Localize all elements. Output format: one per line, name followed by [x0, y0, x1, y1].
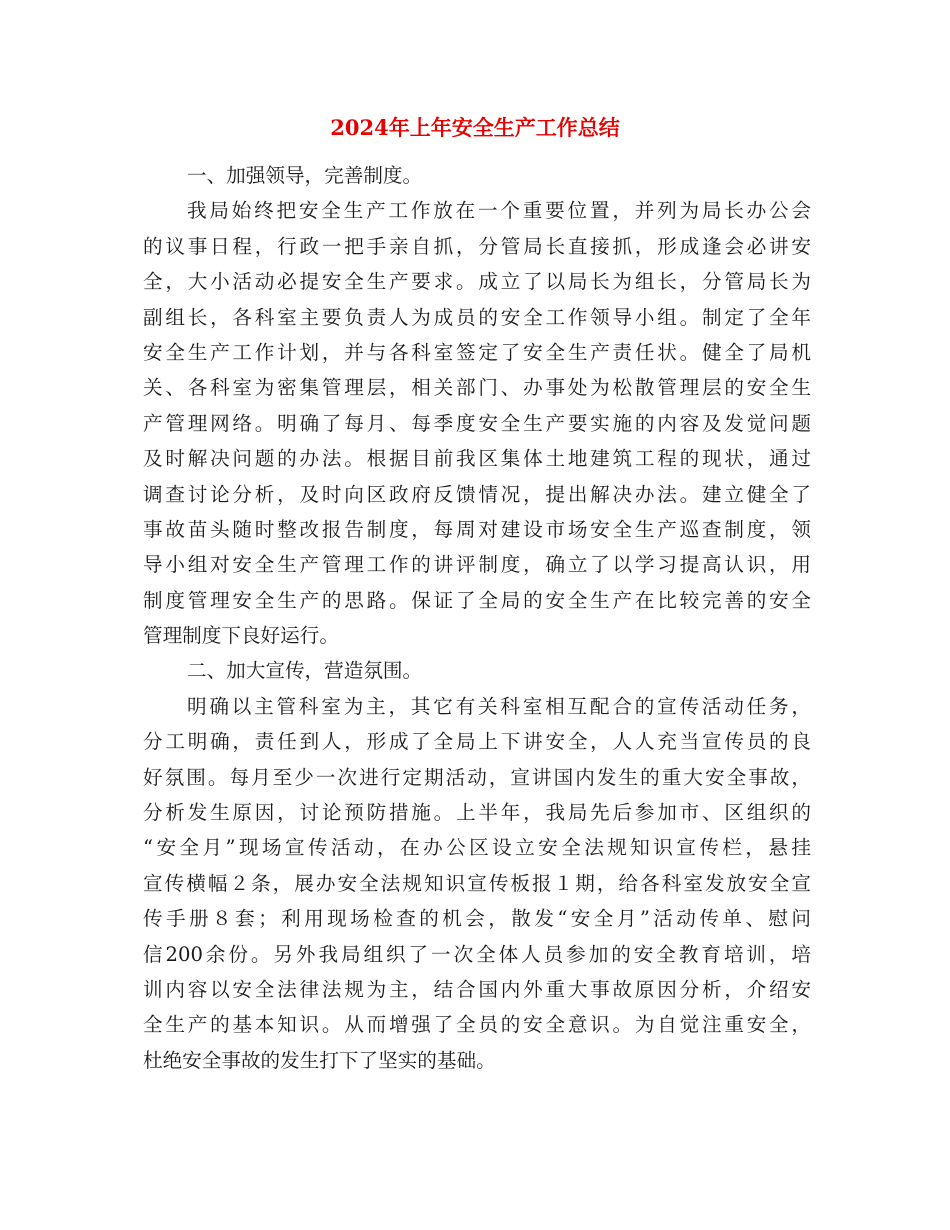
- body-text-line: “安全月”现场宣传活动，在办公区设立安全法规知识宣传栏，悬挂: [143, 836, 811, 860]
- body-text-line: 一、加强领导，完善制度。: [187, 164, 423, 187]
- body-text-line: 传手册８套；利用现场检查的机会，散发“安全月”活动传单、慰问: [143, 907, 811, 931]
- document-body: [143, 158, 811, 1078]
- body-text-line: 全生产的基本知识。从而增强了全员的安全意识。为自觉注重安全，: [143, 1013, 811, 1037]
- body-text-line: 安全生产工作计划，并与各科室签定了安全生产责任状。健全了局机: [143, 340, 811, 364]
- body-text-line: 训内容以安全法律法规为主，结合国内外重大事故原因分析，介绍安: [143, 977, 811, 1001]
- body-text-line: 信200余份。另外我局组织了一次全体人员参加的安全教育培训，培: [143, 942, 811, 966]
- body-text-line: 制度管理安全生产的思路。保证了全局的安全生产在比较完善的安全: [143, 588, 811, 612]
- body-text-line: 我局始终把安全生产工作放在一个重要位置，并列为局长办公会: [187, 199, 811, 223]
- body-text-line: 杜绝安全事故的发生打下了坚实的基础。: [143, 1048, 496, 1072]
- document-title: 2024年上年安全生产工作总结: [330, 115, 620, 140]
- body-text-line: 调查讨论分析，及时向区政府反馈情况，提出解决办法。建立健全了: [143, 482, 811, 506]
- body-text-line: 副组长，各科室主要负责人为成员的安全工作领导小组。制定了全年: [143, 305, 811, 329]
- body-text-line: 好氛围。每月至少一次进行定期活动，宣讲国内发生的重大安全事故，: [143, 765, 811, 789]
- body-text-line: 的议事日程，行政一把手亲自抓，分管局长直接抓，形成逢会必讲安: [143, 234, 811, 258]
- body-text-line: 事故苗头随时整改报告制度，每周对建设市场安全生产巡查制度，领: [143, 517, 811, 541]
- body-text-line: 分析发生原因，讨论预防措施。上半年，我局先后参加市、区组织的: [143, 801, 811, 825]
- body-text-line: 全，大小活动必提安全生产要求。成立了以局长为组长，分管局长为: [143, 270, 811, 294]
- body-text-line: 宣传横幅２条，展办安全法规知识宣传板报１期，给各科室发放安全宣: [143, 871, 811, 895]
- body-text-line: 二、加大宣传，营造氛围。: [187, 659, 423, 683]
- body-text-line: 明确以主管科室为主，其它有关科室相互配合的宣传活动任务，: [187, 694, 811, 718]
- body-text-line: 分工明确，责任到人，形成了全局上下讲安全，人人充当宣传员的良: [143, 730, 811, 754]
- body-text-line: 关、各科室为密集管理层，相关部门、办事处为松散管理层的安全生: [143, 376, 811, 400]
- body-text-line: 及时解决问题的办法。根据目前我区集体土地建筑工程的现状，通过: [143, 447, 811, 471]
- body-text-line: 产管理网络。明确了每月、每季度安全生产要实施的内容及发觉问题: [143, 411, 811, 435]
- body-text-line: 导小组对安全生产管理工作的讲评制度，确立了以学习提高认识，用: [143, 553, 811, 577]
- body-text-line: 管理制度下良好运行。: [143, 624, 339, 648]
